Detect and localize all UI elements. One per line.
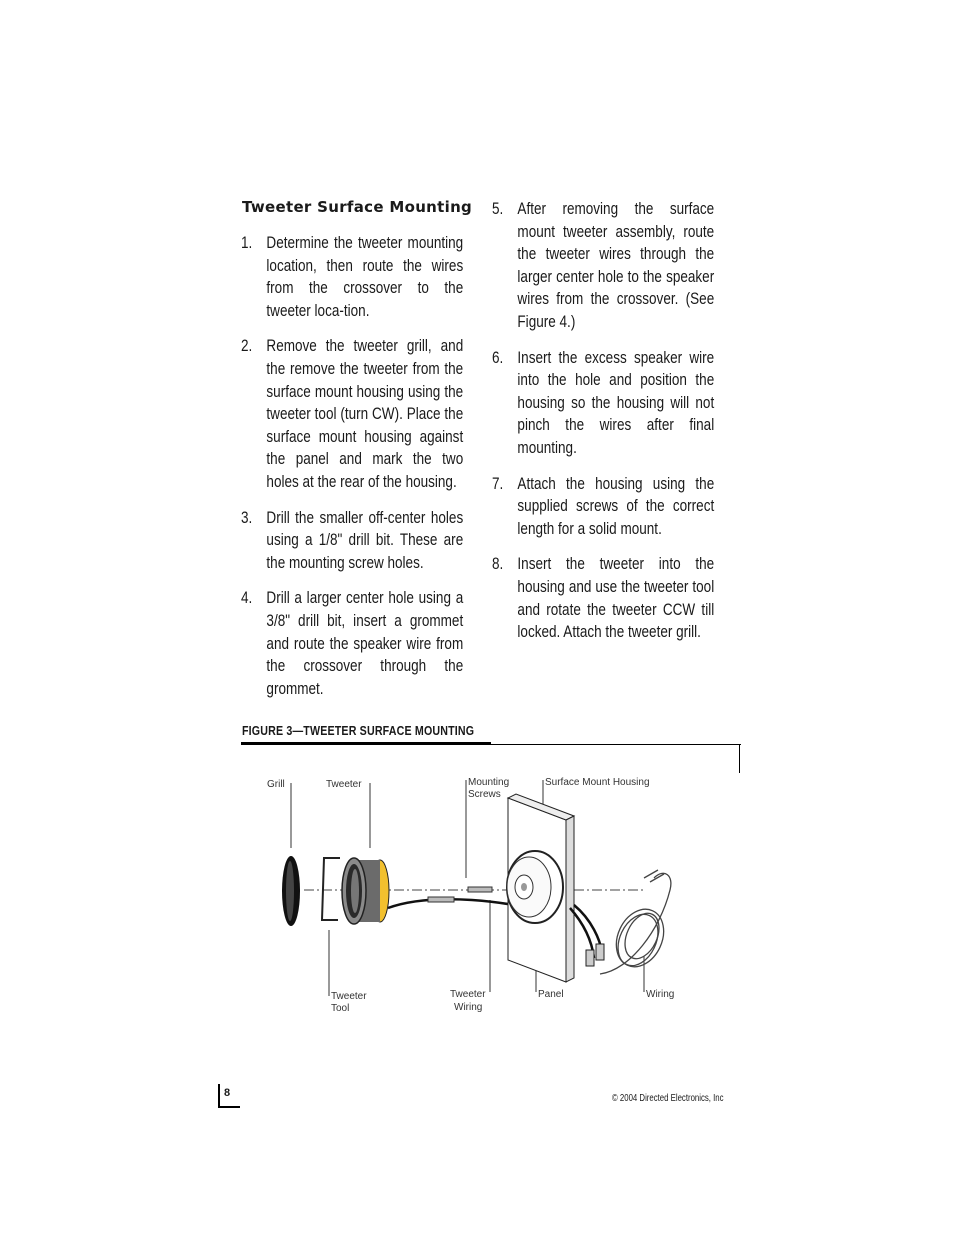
step-text: Attach the housing using the supplied screws of the correct length for a solid mount. — [517, 474, 715, 538]
figure-rule-thin — [491, 744, 741, 745]
wiring-icon — [600, 870, 673, 974]
step-text: Insert the tweeter into the housing and use the tweeter tool and rotate the tweeter CCW till locked. Attach the tweeter grill. — [517, 555, 715, 642]
step-number: 6. — [492, 348, 504, 367]
step-text: Determine the tweeter mounting location, then route the wires from the crossover to the tweeter loca-tion. — [266, 234, 464, 320]
steps-left-column — [241, 232, 463, 713]
label-grill: Grill — [267, 779, 285, 790]
step-6 — [492, 347, 714, 460]
step-4 — [241, 587, 463, 700]
figure-title: FIGURE 3—TWEETER SURFACE MOUNTING — [242, 723, 475, 738]
label-tweeter: Tweeter — [326, 779, 362, 790]
step-number: 1. — [241, 234, 253, 252]
step-text: Insert the excess speaker wire into the hole and position the housing so the housing will not pinch the wires after final mounting. — [517, 348, 715, 457]
step-8 — [492, 553, 714, 643]
step-2 — [241, 335, 463, 493]
copyright: © 2004 Directed Electronics, Inc — [612, 1093, 724, 1104]
step-5 — [492, 198, 714, 334]
label-tweeter-wiring-1: Tweeter — [450, 989, 486, 1000]
step-1 — [241, 232, 463, 322]
step-text: Drill the smaller off-center holes using a 1/8" drill bit. These are the mounting screw holes. — [266, 508, 464, 572]
label-mounting-screws-2: Screws — [468, 789, 501, 800]
step-number: 4. — [241, 589, 253, 608]
section-heading: Tweeter Surface Mounting — [242, 198, 473, 216]
tweeter-mounting-diagram — [240, 760, 720, 1030]
connector-icon — [586, 950, 594, 966]
tweeter-tool-icon — [322, 858, 340, 920]
tweeter-icon — [342, 858, 389, 924]
label-wiring: Wiring — [646, 989, 675, 1000]
steps-right-column — [492, 198, 714, 657]
step-number: 5. — [492, 200, 504, 218]
step-7 — [492, 473, 714, 541]
step-text: Remove the tweeter grill, and the remove the tweeter from the surface mount housing using the tweeter tool (turn CW). Place the surface mount housing against the panel and mark the two holes at the rear of the housing. — [266, 337, 464, 491]
step-text: After removing the surface mount tweeter assembly, route the tweeter wires through the larger center hole to the speaker wires from the crossover. (See Figure 4.) — [517, 200, 715, 331]
surface-mount-housing-icon — [507, 851, 563, 923]
step-number: 7. — [492, 474, 504, 493]
label-mounting-screws-1: Mounting — [468, 777, 510, 788]
label-tweeter-tool-1: Tweeter — [331, 991, 367, 1002]
step-text: Drill a larger center hole using a 3/8" drill bit, insert a grommet and route the speaker wire from the crossover through the grommet. — [266, 589, 464, 698]
step-number: 3. — [241, 508, 253, 527]
connector-icon — [596, 944, 604, 960]
label-panel: Panel — [538, 989, 564, 1000]
label-tweeter-wiring-2: Wiring — [454, 1002, 483, 1013]
label-tweeter-tool-2: Tool — [331, 1003, 350, 1014]
step-number: 8. — [492, 555, 504, 574]
page-number: 8 — [224, 1087, 231, 1099]
figure-rule-vertical — [739, 744, 740, 773]
step-number: 2. — [241, 337, 253, 356]
figure-rule — [241, 742, 491, 745]
step-3 — [241, 507, 463, 575]
label-surface-mount-housing: Surface Mount Housing — [545, 777, 650, 788]
